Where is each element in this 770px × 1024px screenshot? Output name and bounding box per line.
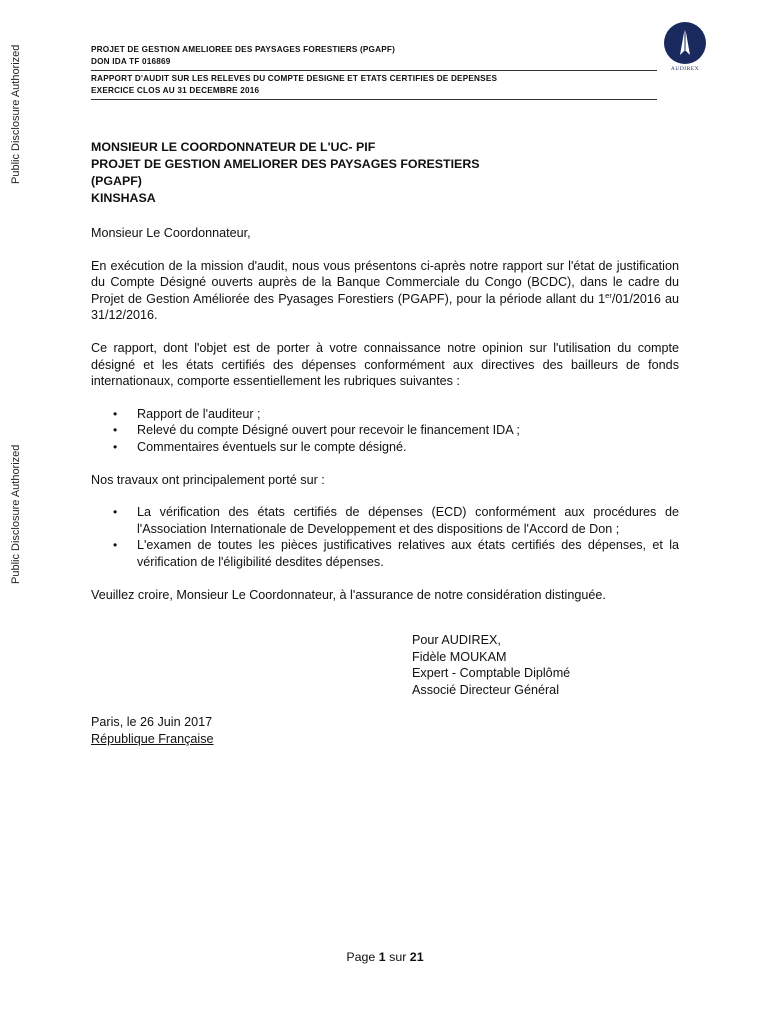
salutation: Monsieur Le Coordonnateur,: [91, 226, 251, 240]
signature-line: Pour AUDIREX,: [412, 633, 501, 647]
signature-line: Fidèle MOUKAM: [412, 649, 507, 664]
header-grant: DON IDA TF 016869: [91, 57, 171, 66]
header-report: RAPPORT D'AUDIT SUR LES RELEVES DU COMPTE DESIGNE ET ETATS CERTIFIES DE DEPENSES: [91, 74, 498, 83]
place-date: [91, 714, 214, 747]
header-divider: [91, 70, 657, 71]
header-divider: [91, 99, 657, 100]
paragraph-report: Ce rapport, dont l'objet est de porter à votre connaissance notre opinion sur l'utilisation du compte désigné et les états certifiés des dépenses conformément aux directives des bailleurs de fonds internationaux, comporte essentiellement les rubriques suivantes :: [91, 340, 679, 389]
list-item: • L'examen de toutes les pièces justificatives relatives aux états certifiés des dépenses, et la vérification de l'éligibilité desdites dépenses.: [137, 537, 679, 570]
work-items-list: [91, 504, 679, 570]
address-line: KINSHASA: [91, 191, 156, 205]
country-line: République Française: [91, 731, 214, 746]
page-total: 21: [409, 950, 424, 964]
list-item: • Commentaires éventuels sur le compte désigné.: [137, 439, 679, 456]
list-item: • Relevé du compte Désigné ouvert pour recevoir le financement IDA ;: [137, 422, 679, 439]
public-disclosure-label: Public Disclosure Authorized: [10, 44, 22, 184]
public-disclosure-label: Public Disclosure Authorized: [10, 444, 22, 584]
paragraph-mission: En exécution de la mission d'audit, nous vous présentons ci-après notre rapport sur l'état de justification du Compte Désigné ouverts auprès de la Banque Commerciale du Congo (BCDC), dans le cadre du Projet de Gestion Améliorée des Pyasages Forestiers (PGAPF), pour la période allant du 1er/01/2016 au 31/12/2016.: [91, 258, 679, 323]
page-footer: Page 1 sur 21: [346, 950, 424, 964]
logo-text: AUDIREX: [670, 66, 700, 72]
address-line: (PGAPF): [91, 174, 142, 188]
list-item: • La vérification des états certifiés de dépenses (ECD) conformément aux procédures de l'Association Internationale de Developpement et des dispositions de l'Accord de Don ;: [137, 504, 679, 537]
header-project: PROJET DE GESTION AMELIOREE DES PAYSAGES FORESTIERS (PGAPF): [91, 45, 396, 54]
page-number: 1: [378, 950, 386, 964]
document-header: [91, 44, 657, 102]
address-line: MONSIEUR LE COORDONNATEUR DE L'UC- PIF: [91, 140, 376, 154]
header-period: EXERCICE CLOS AU 31 DECEMBRE 2016: [91, 86, 260, 95]
audirex-logo: [660, 22, 710, 72]
recipient-address: [91, 139, 679, 207]
letter-body: [91, 139, 679, 603]
address-line: PROJET DE GESTION AMELIORER DES PAYSAGES FORESTIERS: [91, 157, 480, 171]
signature-line: Associé Directeur Général: [412, 682, 559, 697]
closing-formula: Veuillez croire, Monsieur Le Coordonnateur, à l'assurance de notre considération distinguée.: [91, 587, 606, 602]
date-line: Paris, le 26 Juin 2017: [91, 715, 213, 729]
list-item: • Rapport de l'auditeur ;: [137, 406, 679, 423]
report-sections-list: [91, 406, 679, 456]
signature-block: [412, 632, 570, 698]
signature-line: Expert - Comptable Diplômé: [412, 666, 571, 681]
paragraph-work: Nos travaux ont principalement porté sur :: [91, 472, 325, 487]
